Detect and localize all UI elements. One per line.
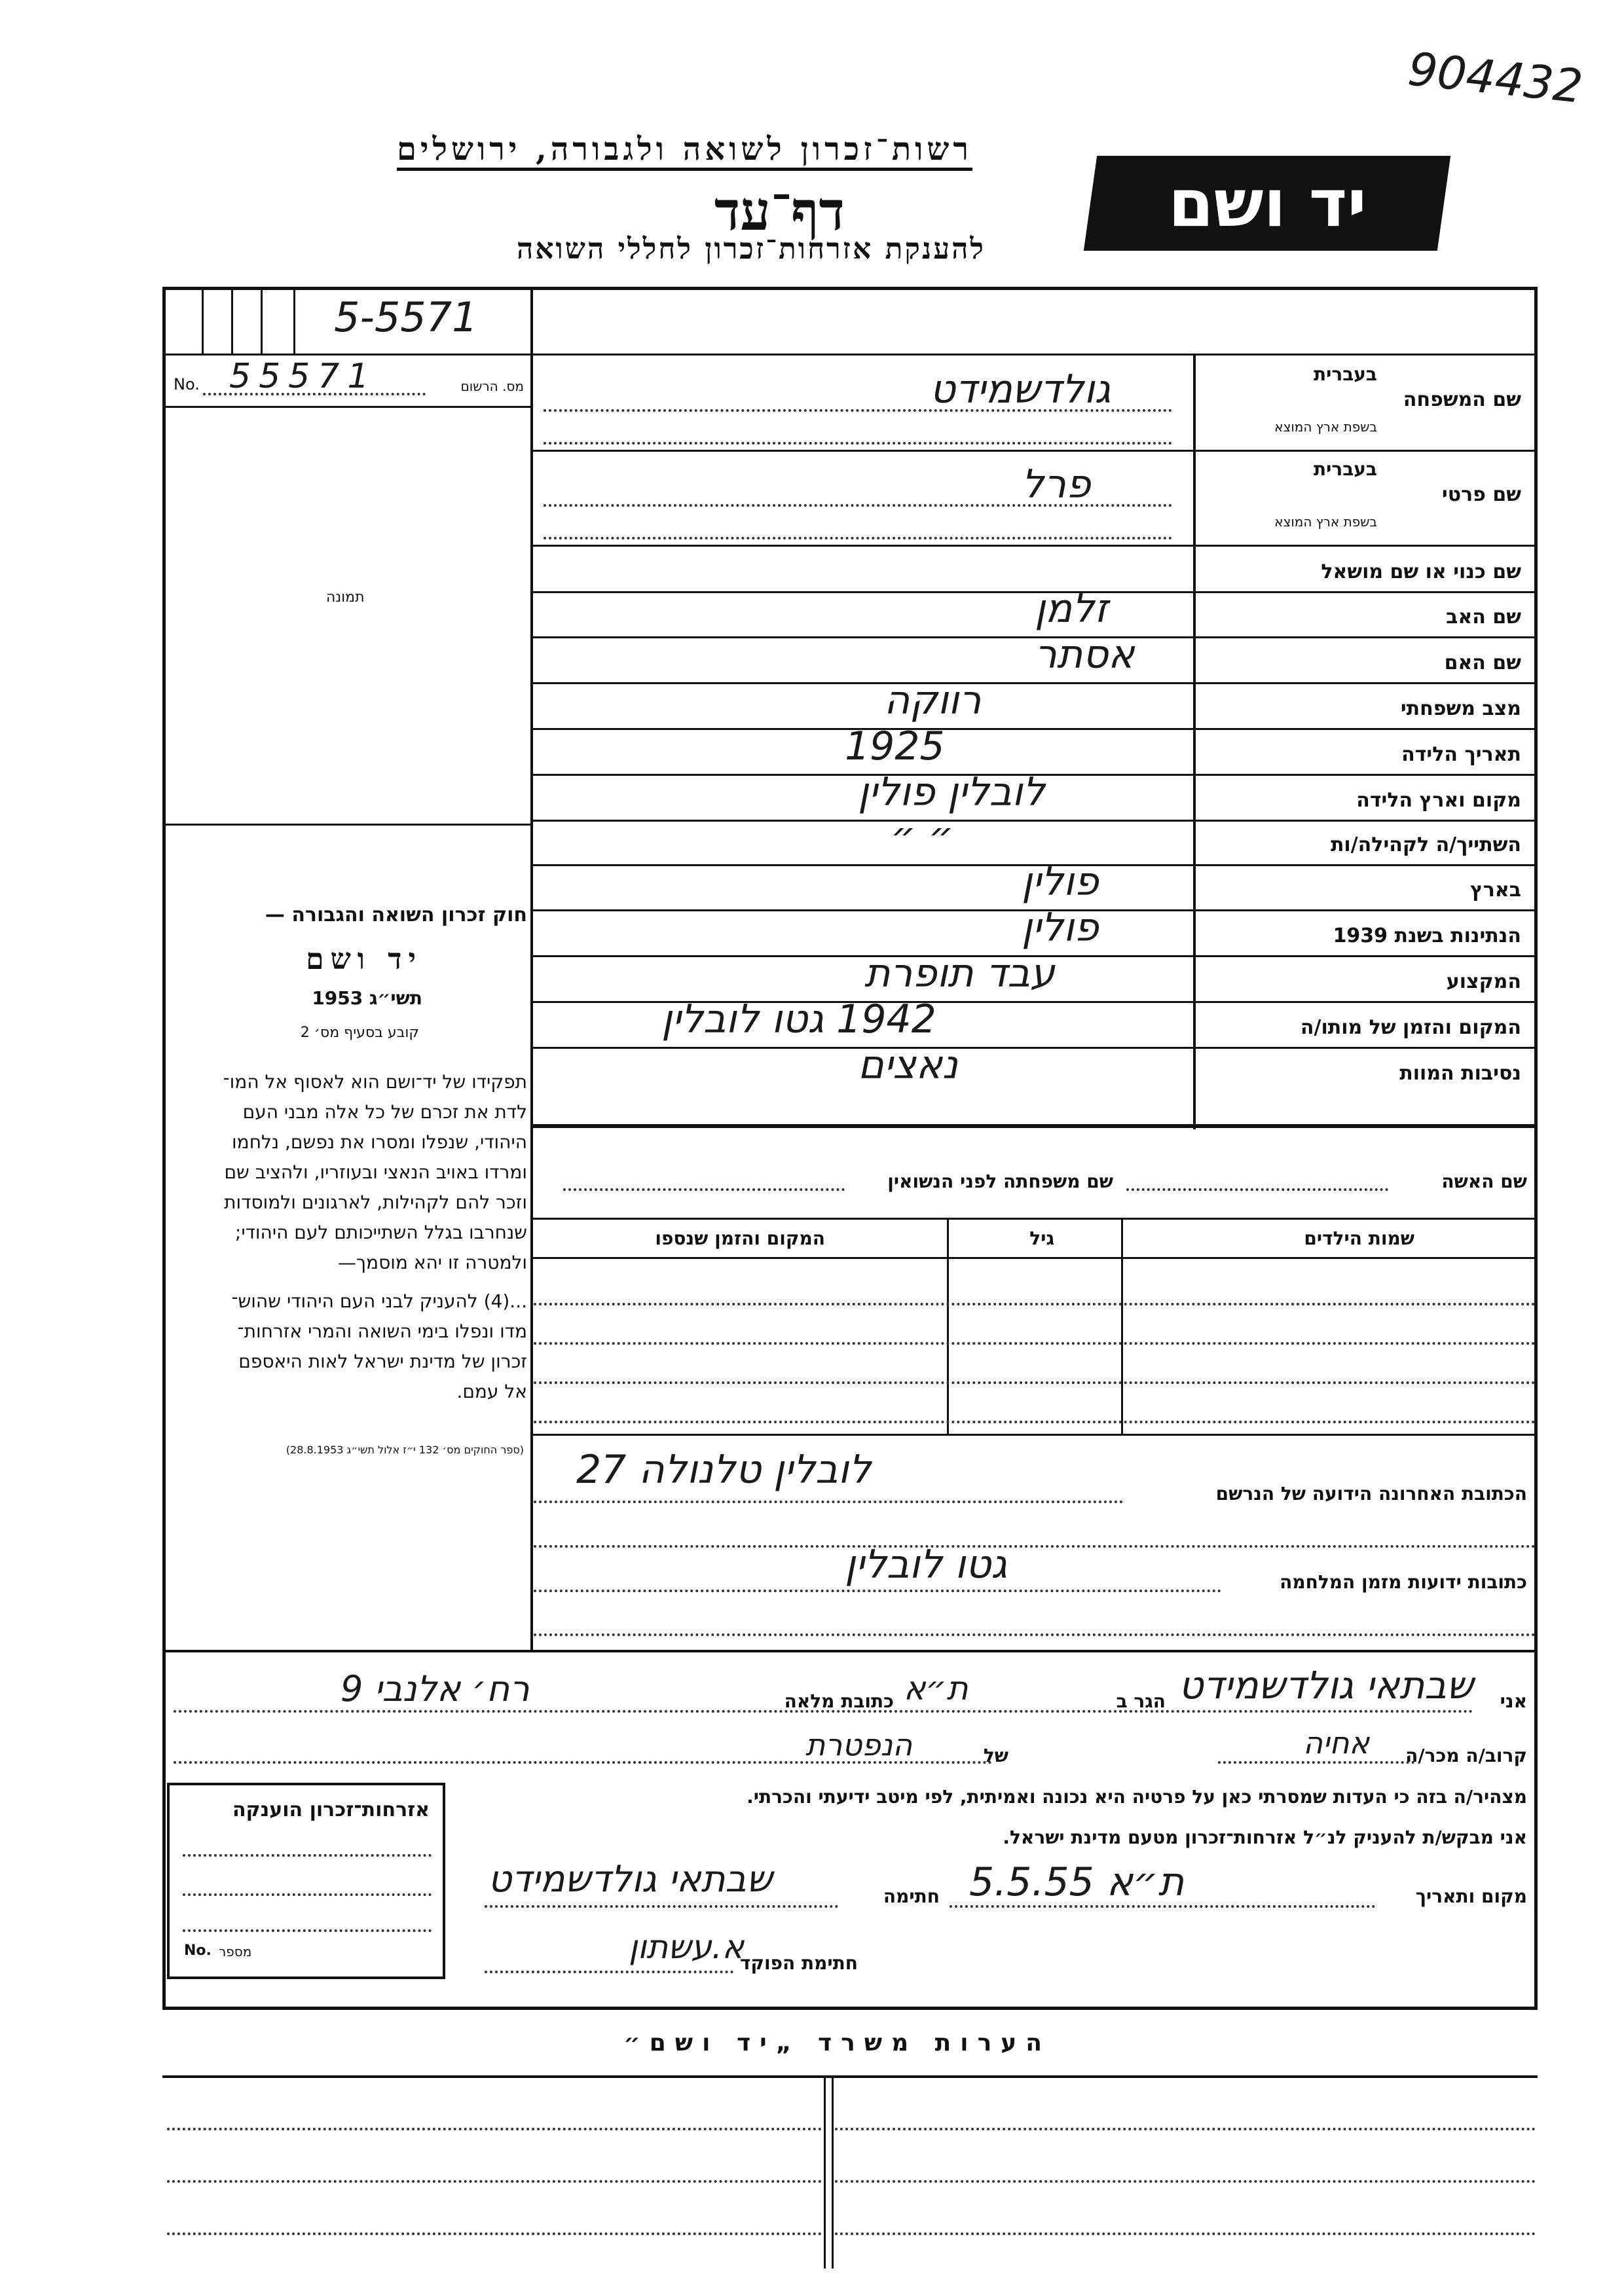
box-number: 5-5571 xyxy=(334,293,478,341)
field-label: השתייך/ה לקהילה/ות xyxy=(1330,833,1521,856)
declarant-relation[interactable]: אחיה xyxy=(1303,1725,1370,1760)
declarant-city[interactable]: ת״א xyxy=(904,1669,969,1707)
of-label: של xyxy=(983,1745,1008,1766)
field-value[interactable]: עבד תופרת xyxy=(864,951,1055,996)
officer-signature[interactable]: א.עשתון xyxy=(629,1928,745,1966)
field-label: נסיבות המוות xyxy=(1399,1062,1521,1085)
field-label: מקום וארץ הלידה xyxy=(1356,789,1521,812)
address-label: כתובת מלאה xyxy=(784,1690,894,1712)
declaration-text: מצהיר/ה בזה כי העדות שמסרתי כאן על פרטיה היא נכונה ואמיתית, לפי מיטב ידיעתי והכרתי. xyxy=(747,1786,1527,1808)
field-value[interactable]: לובלין פולין xyxy=(858,769,1045,815)
declarant-signature[interactable]: שבתאי גולדשמידט xyxy=(488,1858,773,1901)
declarant-of[interactable]: הנפטרת xyxy=(805,1727,913,1762)
field-sublabel-hebrew: בעברית xyxy=(1313,458,1377,480)
form-title: דף־עד xyxy=(714,180,845,243)
declarant-address[interactable]: רח׳ אלנבי 9 xyxy=(341,1668,530,1709)
last-address-value[interactable]: לובלין טלנולה 27 xyxy=(576,1447,872,1493)
signature-label: חתימה xyxy=(883,1886,940,1907)
relation-label: קרוב/ה מכר/ה xyxy=(1405,1745,1527,1766)
citizenship-granted-box xyxy=(167,1783,445,1979)
field-value[interactable]: רווקה xyxy=(884,678,982,723)
field-value[interactable]: ״ ״ xyxy=(891,814,954,860)
field-value[interactable]: פולין xyxy=(1022,905,1099,951)
resident-label: הגר ב xyxy=(1116,1690,1166,1712)
field-label: מצב משפחתי xyxy=(1400,697,1521,720)
authority-heading: רשות־זכרון לשואה ולגבורה, ירושלים xyxy=(397,131,972,171)
field-value[interactable]: גולדשמידט xyxy=(930,367,1111,412)
field-row xyxy=(530,586,1538,638)
wife-label: שם האשה xyxy=(1441,1171,1527,1192)
wife-maiden-label: שם משפחתה לפני הנשואין xyxy=(887,1171,1113,1192)
field-sublabel-origin: בשפת ארץ המוצא xyxy=(1274,514,1377,530)
law-paragraph-2: ...(4) להעניק לבני העם היהודי שהוש־ מדו ונפלו בימי השואה והמרי אזרחות־ זכרון של מדינת ישראל לאות היאספם אל עמם. xyxy=(231,1290,527,1402)
registration-no-label: No. xyxy=(174,375,200,393)
field-row xyxy=(530,678,1538,730)
field-row xyxy=(530,452,1538,547)
logo-text: יד ושם xyxy=(1168,165,1367,242)
field-label: שם האם xyxy=(1444,651,1521,674)
place-date-value[interactable]: ת״א 5.5.55 xyxy=(969,1859,1185,1905)
field-value[interactable]: 1925 xyxy=(845,723,945,769)
field-row xyxy=(530,547,1538,593)
request-text: אני מבקש/ת להעניק לנ״ל אזרחות־זכרון מטעם מדינת ישראל. xyxy=(1003,1827,1527,1848)
form-subtitle: להענקת אזרחות־זכרון לחללי השואה xyxy=(516,232,986,266)
field-label: בארץ xyxy=(1469,879,1521,902)
field-value[interactable]: זלמן xyxy=(1035,586,1108,632)
field-label: שם כנוי או שם מושאל xyxy=(1321,560,1521,583)
photo-label: תמונה xyxy=(326,589,365,606)
field-label: שם האב xyxy=(1446,606,1521,629)
doc-id-number: 904432 xyxy=(1405,42,1585,114)
citizenship-box-title: אזרחות־זכרון הוענקה xyxy=(232,1798,430,1821)
yad-vashem-logo xyxy=(1084,156,1450,251)
field-label: המקום והזמן של מותו/ה xyxy=(1300,1016,1521,1039)
law-citation: (ספר החוקים מס׳ 132 י״ז אלול תשי״ג 28.8.1953) xyxy=(286,1444,524,1456)
officer-signature-label: חתימת הפוקד xyxy=(739,1952,858,1974)
children-place-header: המקום והזמן שנספו xyxy=(655,1228,825,1249)
field-row xyxy=(530,996,1538,1049)
children-names-header: שמות הילדים xyxy=(1304,1228,1414,1249)
law-clause: קובע בסעיף מס׳ 2 xyxy=(300,1025,419,1041)
children-age-header: גיל xyxy=(1029,1228,1054,1249)
field-value[interactable]: פולין xyxy=(1022,859,1099,905)
field-value[interactable]: פרל xyxy=(1022,462,1091,507)
field-sublabel-origin: בשפת ארץ המוצא xyxy=(1274,419,1377,435)
citizenship-no-label: No. xyxy=(184,1942,212,1959)
field-row xyxy=(530,357,1538,452)
field-row xyxy=(530,769,1538,822)
field-row xyxy=(530,632,1538,684)
registration-label: מס. הרשום xyxy=(460,378,524,394)
field-value[interactable]: 1942 גטו לובלין xyxy=(661,996,936,1042)
law-year: תשי״ג 1953 xyxy=(312,987,422,1009)
law-paragraph-1: תפקידו של יד־ושם הוא לאסוף אל המו־ לדת את זכרם של כל אלה מבני העם היהודי, שנפלו ומסרו את נפשם, נלחמו ומרדו באויב הנאצי ובעוזריו, ולהציב שם וזכר להם לקהילות, לארגונים ולמוסדות שנחרבו בגלל השתייכותם לעם היהודי; ולמטרה זו יהא מוסמך— xyxy=(223,1071,527,1273)
declarant-i-label: אני xyxy=(1500,1690,1527,1712)
field-row xyxy=(530,1042,1538,1126)
declarant-name[interactable]: שבתאי גולדשמידט xyxy=(1179,1663,1473,1707)
law-name: יד ושם xyxy=(306,943,422,976)
field-label: המקצוע xyxy=(1446,970,1521,993)
wartime-address-label: כתובות ידועות מזמן המלחמה xyxy=(1280,1571,1527,1593)
registration-number[interactable]: 55571 xyxy=(229,357,377,396)
place-date-label: מקום ותאריך xyxy=(1415,1886,1527,1907)
last-address-label: הכתובת האחרונה הידועה של הנרשם xyxy=(1215,1483,1527,1504)
field-label: שם פרטי xyxy=(1441,483,1521,506)
field-sublabel-hebrew: בעברית xyxy=(1313,363,1377,385)
field-label: תאריך הלידה xyxy=(1401,743,1521,766)
citizenship-number-label: מספר xyxy=(219,1944,252,1959)
field-value[interactable]: אסתר xyxy=(1035,632,1135,678)
field-label: הנתינות בשנת 1939 xyxy=(1333,924,1521,947)
field-value[interactable]: נאצים xyxy=(858,1042,958,1088)
wartime-address-value[interactable]: גטו לובלין xyxy=(845,1542,1008,1588)
field-label: שם המשפחה xyxy=(1403,388,1521,411)
remarks-title: הערות משרד „יד ושם״ xyxy=(623,2030,1051,2056)
law-title: חוק זכרון השואה והגבורה — xyxy=(265,903,527,926)
